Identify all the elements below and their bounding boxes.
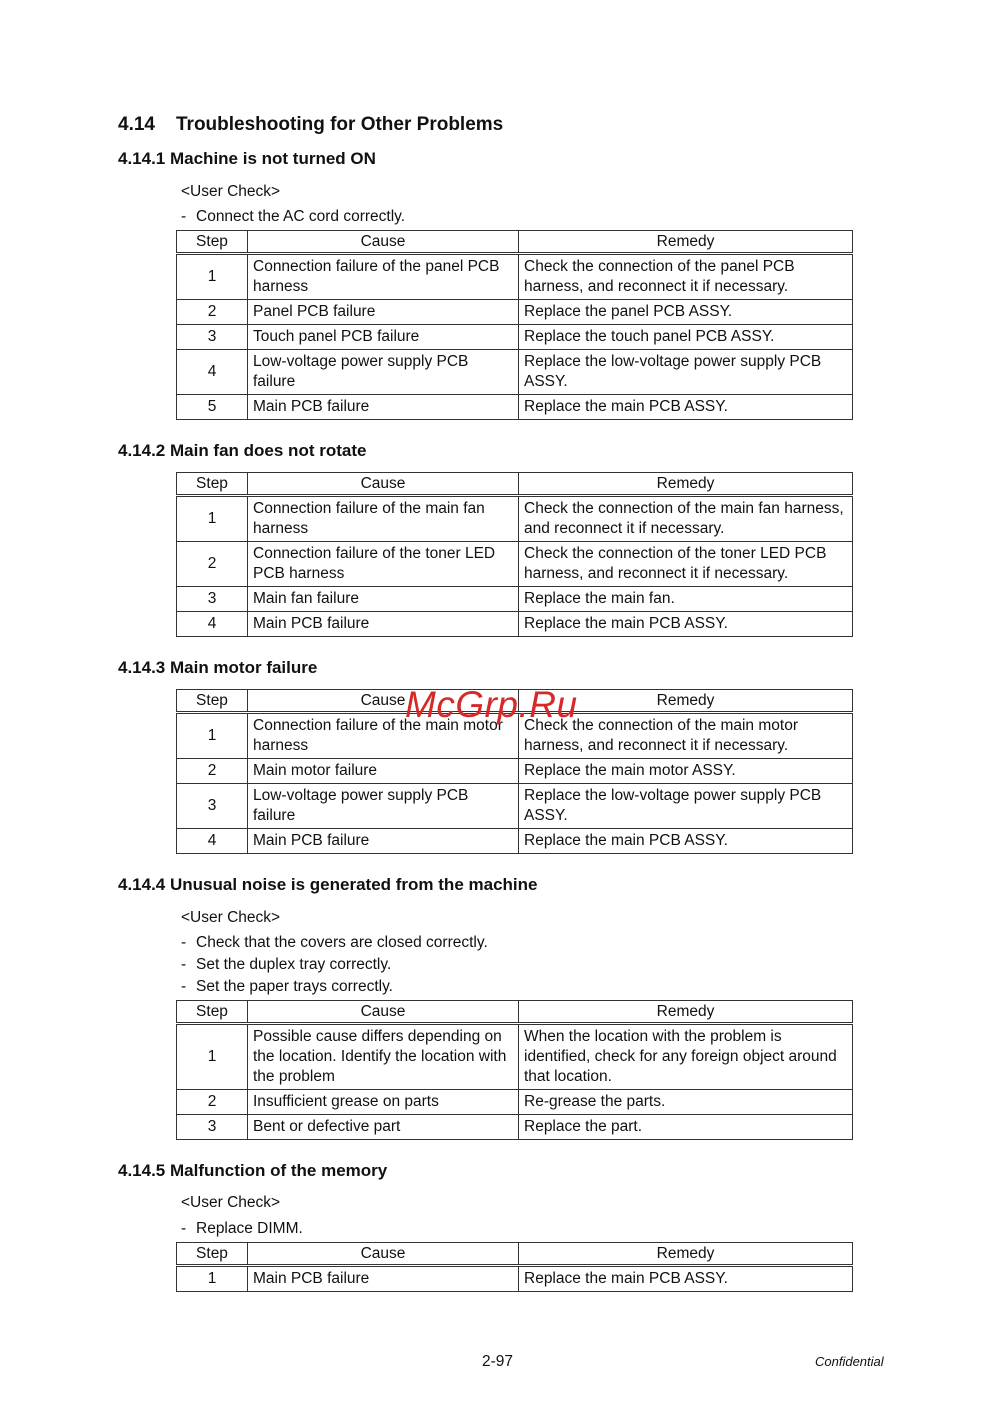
page-number: 2-97 [482,1353,514,1370]
user-check-item: - Connect the AC cord correctly. [181,208,406,225]
table-cell: 2 [177,300,248,325]
table-cell: Replace the main fan. [519,587,853,612]
page-title-text: Troubleshooting for Other Problems [176,114,504,135]
table-row [177,587,853,612]
table-row [177,1024,853,1090]
table-row [177,254,853,300]
table-cell: Connection failure of the panel PCB harness [248,254,519,300]
header-step: Step [177,1243,248,1266]
table-cell: Replace the part. [519,1115,853,1140]
table-cell: Main PCB failure [248,612,519,637]
user-check-label: <User Check> [181,909,281,926]
table-row [177,829,853,854]
table-cell: Check the connection of the panel PCB harness, and reconnect it if necessary. [519,254,853,300]
table-cell: 4 [177,829,248,854]
section-title: 4.14.2 Main fan does not rotate [118,441,367,460]
table-row [177,1090,853,1115]
table-cell: Low-voltage power supply PCB failure [248,350,519,395]
table-cell: Main motor failure [248,759,519,784]
table-cell: Check the connection of the toner LED PCB harness, and reconnect it if necessary. [519,542,853,587]
header-remedy: Remedy [519,1001,853,1024]
header-step: Step [177,1001,248,1024]
table-cell: Replace the low-voltage power supply PCB ASSY. [519,350,853,395]
table-cell: 1 [177,1024,248,1090]
watermark: McGrp.Ru [405,684,578,725]
header-step: Step [177,231,248,254]
user-check-item: - Set the duplex tray correctly. [181,956,392,973]
section-title: 4.14.1 Machine is not turned ON [118,149,376,168]
troubleshooting-table [176,1000,853,1140]
table-cell: Connection failure of the main motor harness [248,713,519,759]
table-cell: Possible cause differs depending on the location. Identify the location with the problem [248,1024,519,1090]
table-cell: 3 [177,784,248,829]
table-cell: 1 [177,496,248,542]
table-cell: 3 [177,587,248,612]
table-cell: 1 [177,254,248,300]
table-cell: 4 [177,612,248,637]
header-cause: Cause [248,1243,519,1266]
table-cell: 1 [177,1266,248,1292]
table-cell: 2 [177,542,248,587]
table-row [177,395,853,420]
header-step: Step [177,473,248,496]
table-cell: Check the connection of the main fan harness, and reconnect it if necessary. [519,496,853,542]
table-cell: Replace the panel PCB ASSY. [519,300,853,325]
table-cell: Panel PCB failure [248,300,519,325]
table-cell: Re-grease the parts. [519,1090,853,1115]
table-row [177,350,853,395]
table-cell: Connection failure of the main fan harness [248,496,519,542]
table-cell: Replace the main PCB ASSY. [519,395,853,420]
table-row [177,612,853,637]
table-cell: 3 [177,325,248,350]
header-remedy: Remedy [519,690,853,713]
table-row [177,542,853,587]
table-row [177,759,853,784]
table-cell: Low-voltage power supply PCB failure [248,784,519,829]
table-cell: Main PCB failure [248,395,519,420]
table-cell: Main PCB failure [248,1266,519,1292]
table-cell: Replace the main PCB ASSY. [519,1266,853,1292]
page-title [118,114,503,136]
table-row [177,784,853,829]
table-cell: Replace the main motor ASSY. [519,759,853,784]
table-row [177,300,853,325]
table-cell: Replace the touch panel PCB ASSY. [519,325,853,350]
table-row [177,1266,853,1292]
table-cell: Connection failure of the toner LED PCB harness [248,542,519,587]
troubleshooting-table [176,1242,853,1292]
user-check-item: - Replace DIMM. [181,1220,303,1237]
table-cell: Main fan failure [248,587,519,612]
user-check-label: <User Check> [181,183,281,200]
confidential-label: Confidential [815,1354,884,1369]
table-cell: 4 [177,350,248,395]
section-title: 4.14.3 Main motor failure [118,658,318,677]
header-remedy: Remedy [519,231,853,254]
section-title: 4.14.4 Unusual noise is generated from the machine [118,875,538,894]
user-check-item: - Check that the covers are closed correctly. [181,934,488,951]
table-cell: When the location with the problem is identified, check for any foreign object around that location. [519,1024,853,1090]
header-cause: Cause [248,473,519,496]
table-row [177,325,853,350]
table-cell: Replace the main PCB ASSY. [519,612,853,637]
troubleshooting-table [176,230,853,420]
table-row [177,496,853,542]
table-cell: Check the connection of the main motor harness, and reconnect it if necessary. [519,713,853,759]
section-title: 4.14.5 Malfunction of the memory [118,1161,388,1180]
table-cell: Replace the main PCB ASSY. [519,829,853,854]
table-cell: Touch panel PCB failure [248,325,519,350]
user-check-item: - Set the paper trays correctly. [181,978,393,995]
table-cell: 5 [177,395,248,420]
table-cell: Main PCB failure [248,829,519,854]
troubleshooting-table [176,472,853,637]
table-cell: 2 [177,1090,248,1115]
header-cause: Cause [248,1001,519,1024]
table-row [177,1115,853,1140]
page-title-number: 4.14 [118,114,155,135]
header-step: Step [177,690,248,713]
user-check-label: <User Check> [181,1194,281,1211]
header-cause: Cause [248,231,519,254]
table-cell: 1 [177,713,248,759]
header-remedy: Remedy [519,473,853,496]
header-remedy: Remedy [519,1243,853,1266]
table-cell: 3 [177,1115,248,1140]
table-cell: Replace the low-voltage power supply PCB ASSY. [519,784,853,829]
table-cell: 2 [177,759,248,784]
header-cause: Cause [248,690,519,713]
table-cell: Insufficient grease on parts [248,1090,519,1115]
table-cell: Bent or defective part [248,1115,519,1140]
